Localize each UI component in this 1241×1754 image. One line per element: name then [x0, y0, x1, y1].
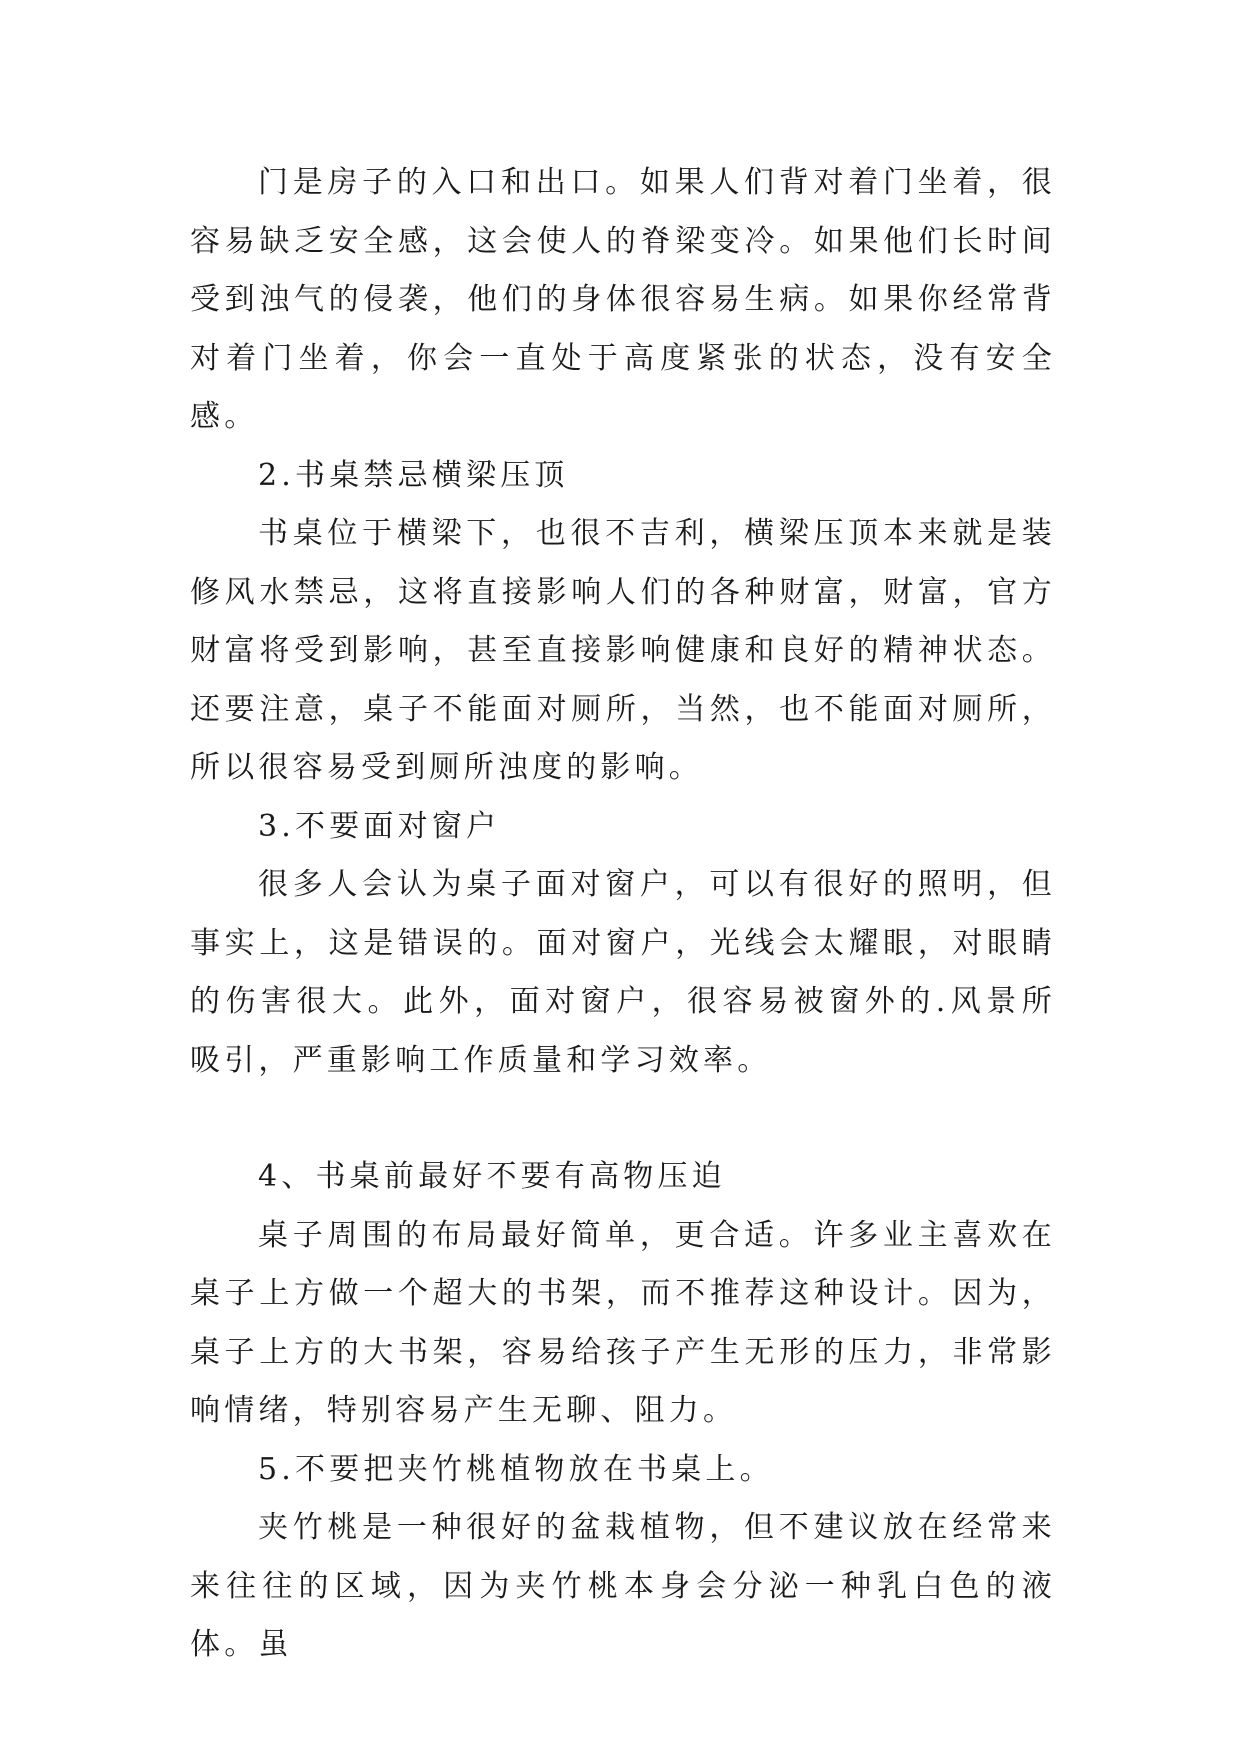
heading-oleander: 5.不要把夹竹桃植物放在书桌上。	[258, 1451, 774, 1487]
paragraph-back-to-door: 门是房子的入口和出口。如果人们背对着门坐着，很容易缺乏安全感，这会使人的脊梁变冷。如果他们长时间受到浊气的侵袭，他们的身体很容易生病。如果你经常背对着门坐着，你会一直处于高度紧张的状态，没有安全感。	[190, 165, 1056, 434]
paragraph-tall-objects: 桌子周围的布局最好简单，更合适。许多业主喜欢在桌子上方做一个超大的书架，而不推荐这种设计。因为，桌子上方的大书架，容易给孩子产生无形的压力，非常影响情绪，特别容易产生无聊、阻力。	[190, 1217, 1056, 1428]
paragraph-facing-window: 很多人会认为桌子面对窗户，可以有很好的照明，但事实上，这是错误的。面对窗户，光线会太耀眼，对眼睛的伤害很大。此外，面对窗户，很容易被窗外的.风景所吸引，严重影响工作质量和学习效率。	[190, 867, 1056, 1078]
heading-tall-objects: 4、书桌前最好不要有高物压迫	[258, 1159, 726, 1194]
paragraph-beam-over-desk: 书桌位于横梁下，也很不吉利，横梁压顶本来就是装修风水禁忌，这将直接影响人们的各种财富，财富，官方财富将受到影响，甚至直接影响健康和良好的精神状态。还要注意，桌子不能面对厕所，当然，也不能面对厕所，所以很容易受到厕所浊度的影响。	[190, 516, 1056, 785]
heading-facing-window: 3.不要面对窗户	[258, 808, 501, 844]
document-body	[190, 154, 1056, 1675]
paragraph-gap	[190, 1090, 1056, 1148]
paragraph-oleander: 夹竹桃是一种很好的盆栽植物，但不建议放在经常来来往往的区域，因为夹竹桃本身会分泌一种乳白色的液体。虽	[190, 1510, 1056, 1662]
heading-beam-over-desk: 2.书桌禁忌横梁压顶	[258, 457, 569, 493]
